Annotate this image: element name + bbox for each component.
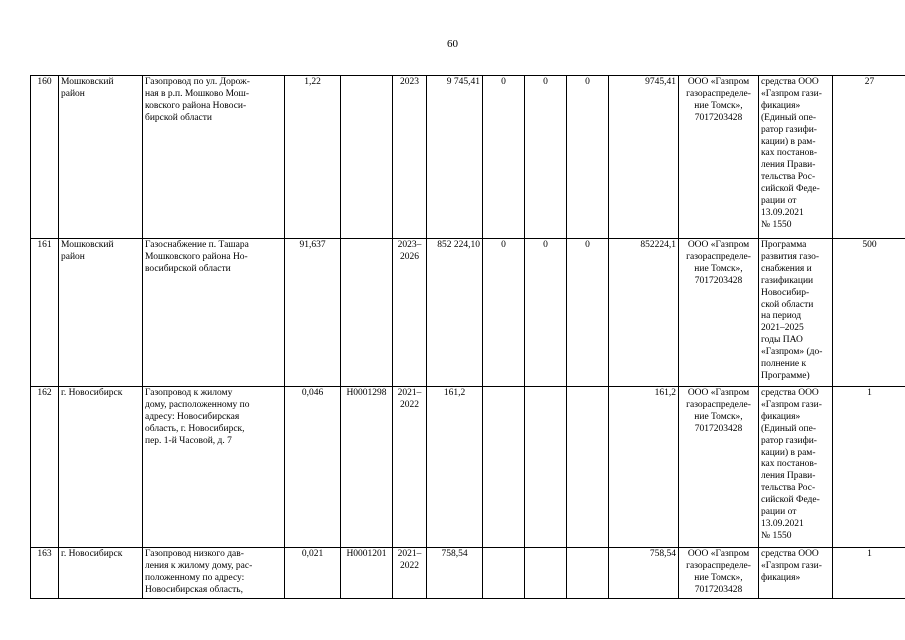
years-cell: 2023– 2026: [393, 239, 427, 387]
value-cell: [567, 548, 609, 599]
row-number: 162: [31, 387, 59, 548]
source-cell: средства ООО «Газпром гази- фикация»: [759, 548, 833, 599]
years-cell: 2021– 2022: [393, 387, 427, 548]
value-cell: [525, 387, 567, 548]
organization-cell: ООО «Газпром газораспределе- ние Томск», 7017203428: [679, 387, 759, 548]
length-cell: 1,22: [285, 76, 341, 239]
total-cell: 852 224,10: [427, 239, 483, 387]
years-cell: 2021– 2022: [393, 548, 427, 599]
object-cell: Газопровод к жилому дому, расположенному по адресу: Новосибирская область, г. Новосибирск, пер. 1-й Часовой, д. 7: [143, 387, 285, 548]
value-cell: [525, 548, 567, 599]
table-row: [31, 548, 905, 599]
row-number: 163: [31, 548, 59, 599]
page-number: 60: [447, 38, 458, 50]
value-cell: 0: [483, 239, 525, 387]
organization-cell: ООО «Газпром газораспределе- ние Томск», 7017203428: [679, 239, 759, 387]
value-cell: [483, 387, 525, 548]
source-cell: средства ООО «Газпром гази- фикация» (Единый опе- ратор газифи- кации) в рам- ках постанов- ления Прави- тельства Рос- сийской Феде- рации от 13.09.2021 № 1550: [759, 387, 833, 548]
gasification-table: [30, 75, 905, 599]
length-cell: 0,046: [285, 387, 341, 548]
count-cell: 27: [833, 76, 905, 239]
district-cell: г. Новосибирск: [59, 548, 143, 599]
count-cell: 1: [833, 387, 905, 548]
source-cell: средства ООО «Газпром гази- фикация» (Единый опе- ратор газифи- кации) в рам- ках постанов- ления Прави- тельства Рос- сийской Феде- рации от 13.09.2021 № 1550: [759, 76, 833, 239]
object-cell: Газопровод по ул. Дорож- ная в р.п. Мошково Мош- ковского района Новоси- бирской области: [143, 76, 285, 239]
value-cell: 852224,1: [609, 239, 679, 387]
value-cell: 0: [567, 76, 609, 239]
object-cell: Газопровод низкого дав- ления к жилому дому, рас- положенному по адресу: Новосибирская область,: [143, 548, 285, 599]
value-cell: 161,2: [609, 387, 679, 548]
value-cell: 0: [525, 239, 567, 387]
organization-cell: ООО «Газпром газораспределе- ние Томск», 7017203428: [679, 76, 759, 239]
value-cell: 0: [525, 76, 567, 239]
row-number: 161: [31, 239, 59, 387]
count-cell: 500: [833, 239, 905, 387]
total-cell: 9 745,41: [427, 76, 483, 239]
source-cell: Программа развития газо- снабжения и газификации Новосибир- ской области на период 2021–2025 годы ПАО «Газпром» (до- полнение к Программе): [759, 239, 833, 387]
code-cell: [341, 239, 393, 387]
organization-cell: ООО «Газпром газораспределе- ние Томск», 7017203428: [679, 548, 759, 599]
code-cell: [341, 76, 393, 239]
code-cell: Н0001298: [341, 387, 393, 548]
district-cell: Мошковский район: [59, 76, 143, 239]
object-cell: Газоснабжение п. Ташара Мошковского района Но- восибирской области: [143, 239, 285, 387]
length-cell: 91,637: [285, 239, 341, 387]
district-cell: Мошковский район: [59, 239, 143, 387]
code-cell: Н0001201: [341, 548, 393, 599]
total-cell: 758,54: [427, 548, 483, 599]
value-cell: 9745,41: [609, 76, 679, 239]
count-cell: 1: [833, 548, 905, 599]
years-cell: 2023: [393, 76, 427, 239]
district-cell: г. Новосибирск: [59, 387, 143, 548]
row-number: 160: [31, 76, 59, 239]
value-cell: 0: [567, 239, 609, 387]
value-cell: [483, 548, 525, 599]
value-cell: [567, 387, 609, 548]
table-row: [31, 239, 905, 387]
length-cell: 0,021: [285, 548, 341, 599]
value-cell: 758,54: [609, 548, 679, 599]
total-cell: 161,2: [427, 387, 483, 548]
value-cell: 0: [483, 76, 525, 239]
table-row: [31, 76, 905, 239]
table-row: [31, 387, 905, 548]
